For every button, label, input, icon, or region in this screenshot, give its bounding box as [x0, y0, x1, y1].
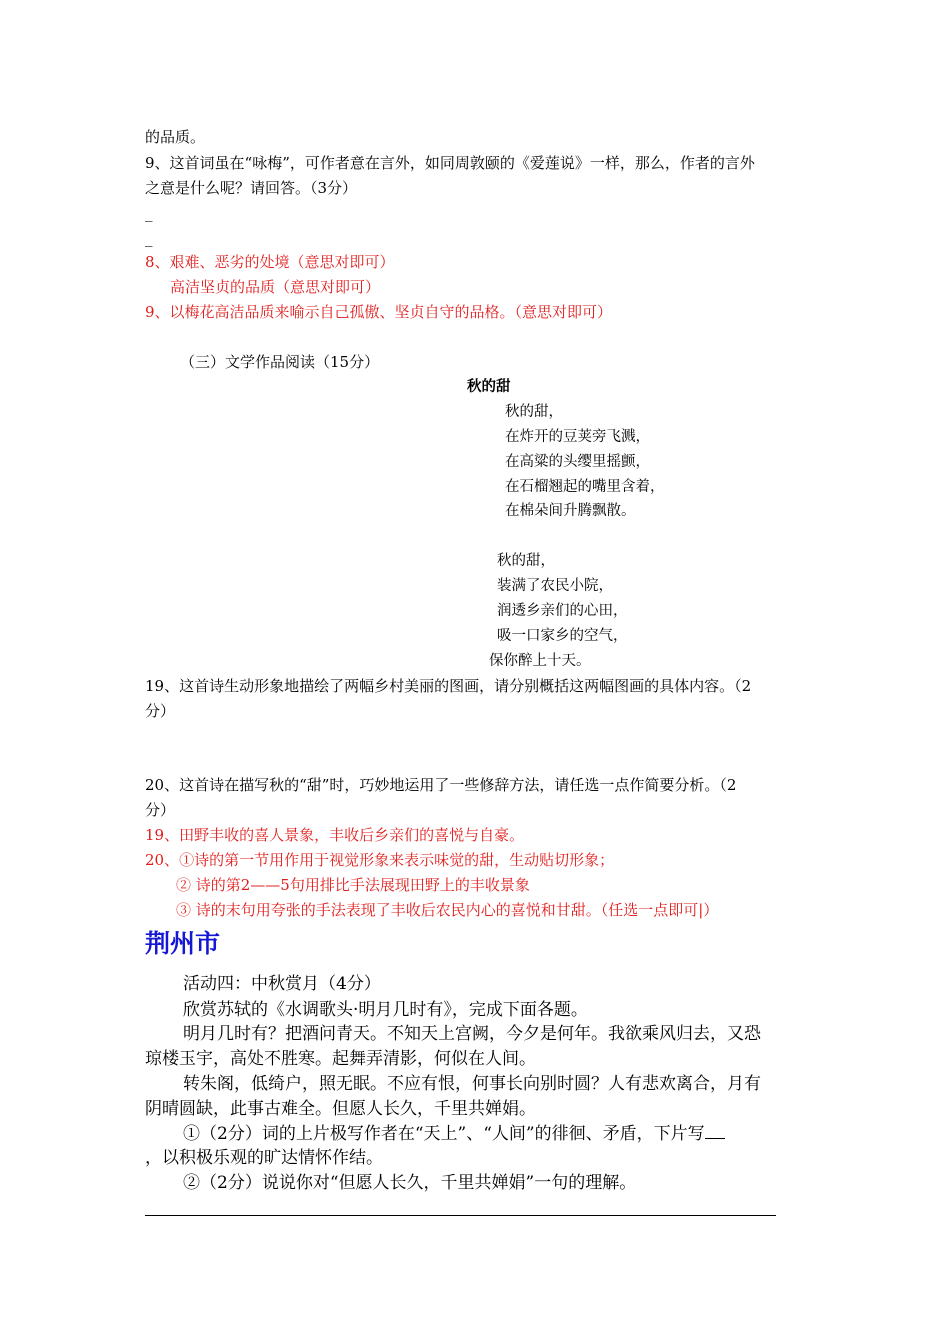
answer-20-line-2: ② 诗的第2——5句用排比手法展现田野上的丰收景象 — [176, 876, 530, 894]
question-19-line-2: 分） — [145, 702, 176, 720]
sub-question-1-text: ①（2分）词的上片极写作者在“天上”、“人间”的徘徊、矛盾，下片写 — [183, 1124, 705, 1144]
section-heading: （三）文学作品阅读（15分） — [180, 353, 380, 371]
poem-line: 秋的甜， — [497, 553, 555, 569]
poem-line: 润透乡亲们的心田， — [497, 603, 628, 619]
poem-line: 装满了农民小院， — [497, 578, 613, 594]
answer-20-line-3: ③ 诗的末句用夸张的手法表现了丰收后农民内心的喜悦和甘甜。（任选一点即可|） — [176, 901, 719, 919]
answer-blank-2: _ — [145, 229, 153, 247]
poem-line: 在炸开的豆荚旁飞溅， — [505, 429, 650, 445]
ci-poem-line: 转朱阁，低绮户，照无眠。不应有恨，何事长向别时圆？人有悲欢离合，月有 — [183, 1074, 761, 1094]
poem-line: 在高粱的头缨里摇颤， — [505, 454, 650, 470]
activity-heading: 活动四：中秋赏月（4分） — [183, 974, 381, 994]
question-19-line-1: 19、这首诗生动形象地描绘了两幅乡村美丽的图画，请分别概括这两幅图画的具体内容。（2 — [145, 677, 752, 695]
city-heading: 荆州市 — [145, 929, 221, 958]
answer-line[interactable] — [145, 1215, 776, 1216]
question-20-line-2: 分） — [145, 801, 176, 819]
sub-question-2: ②（2分）说说你对“但愿人长久，千里共婵娟”一句的理解。 — [183, 1173, 637, 1193]
answer-9: 9、以梅花高洁品质来喻示自己孤傲、坚贞自守的品格。（意思对即可） — [145, 303, 613, 321]
poem-title: 秋的甜 — [467, 378, 511, 395]
question-9-line-2: 之意是什么呢？请回答。（3分） — [145, 179, 358, 197]
answer-8-line-1: 8、艰难、恶劣的处境（意思对即可） — [145, 253, 395, 271]
ci-poem-line: 琼楼玉宇，高处不胜寒。起舞弄清影，何似在人间。 — [145, 1049, 536, 1069]
sub-question-1-line-2: ，以积极乐观的旷达情怀作结。 — [145, 1148, 383, 1168]
answer-8-line-2: 高洁坚贞的品质（意思对即可） — [170, 278, 381, 296]
question-20-line-1: 20、这首诗在描写秋的“甜”时，巧妙地运用了一些修辞方法，请任选一点作简要分析。（2 — [145, 776, 737, 794]
poem-line: 在石榴翘起的嘴里含着， — [505, 479, 665, 495]
instruction: 欣赏苏轼的《水调歌头·明月几时有》，完成下面各题。 — [183, 1000, 588, 1020]
fill-blank[interactable] — [705, 1124, 725, 1139]
poem-line: 秋的甜， — [505, 404, 563, 420]
sub-question-1-line-1 — [183, 1122, 725, 1146]
ci-poem-line: 明月几时有？把酒问青天。不知天上宫阙，今夕是何年。我欲乘风归去，又恐 — [183, 1024, 761, 1044]
answer-19: 19、田野丰收的喜人景象，丰收后乡亲们的喜悦与自豪。 — [145, 826, 525, 844]
poem-line: 吸一口家乡的空气， — [497, 628, 628, 644]
poem-line: 保你醉上十天。 — [489, 653, 591, 669]
question-9-line-1: 9、这首词虽在“咏梅”，可作者意在言外，如同周敦颐的《爱莲说》一样，那么，作者的言外 — [145, 154, 755, 172]
answer-20-line-1: 20、①诗的第一节用作用于视觉形象来表示味觉的甜，生动贴切形象； — [145, 851, 615, 869]
ci-poem-line: 阴晴圆缺，此事古难全。但愿人长久，千里共婵娟。 — [145, 1099, 536, 1119]
answer-blank-1: _ — [145, 204, 153, 222]
text-continuation: 的品质。 — [145, 128, 206, 146]
poem-line: 在棉朵间升腾飘散。 — [505, 503, 636, 519]
